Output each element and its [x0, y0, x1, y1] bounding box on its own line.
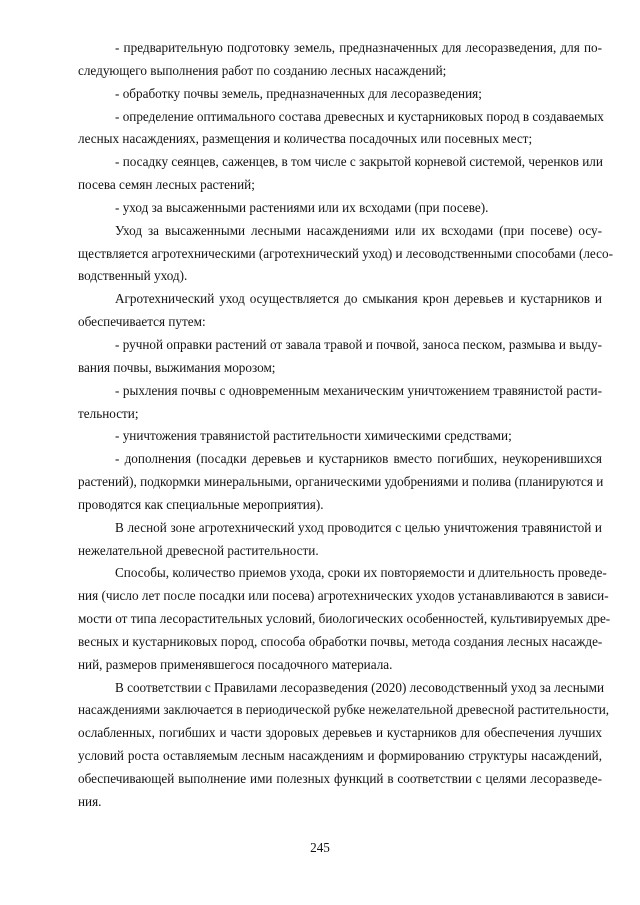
page-number: 245 — [310, 840, 330, 855]
document-body — [78, 37, 613, 814]
list-item-planting — [78, 151, 602, 197]
text-line: В лесной зоне агротехнический уход проводится с целью уничтожения травянистой и — [115, 519, 602, 535]
text-line: Способы, количество приемов ухода, сроки их повторяемости и длительность проведе- — [115, 565, 607, 581]
text-line: весных и кустарниковых пород, способа обработки почвы, метода создания лесных насажде- — [78, 633, 603, 649]
text-line: условий роста оставляемым лесным насаждениям и формированию структуры насаждений, — [78, 748, 602, 764]
text-line: ослабленных, погибших и части здоровых деревьев и кустарников для обеспечения лучших — [78, 725, 602, 741]
text-line: тельности; — [78, 405, 139, 421]
text-line: мости от типа лесорастительных условий, биологических особенностей, культивируемых дре- — [78, 611, 611, 627]
text-line: - определение оптимального состава древесных и кустарниковых пород в создаваемых — [115, 108, 604, 124]
list-item-soil-preparation — [78, 37, 602, 83]
text-line: - уход за высаженными растениями или их всходами (при посеве). — [115, 199, 489, 215]
list-item-supplementing — [78, 448, 602, 517]
text-line: ния (число лет после посадки или посева) агротехнических уходов устанавливаются в зависи- — [78, 588, 609, 604]
text-line: нежелательной древесной растительности. — [78, 542, 319, 558]
text-line: ществляется агротехническими (агротехнический уход) и лесоводственными способами (лесо- — [78, 245, 613, 261]
text-line: ний, размеров применявшегося посадочного материала. — [78, 656, 393, 672]
paragraph-care-schedule — [78, 562, 611, 676]
text-line: - посадку сеянцев, саженцев, в том числе с закрытой корневой системой, черенков или — [115, 154, 603, 170]
list-item-species-composition — [78, 106, 602, 152]
text-line: посева семян лесных растений; — [78, 177, 255, 193]
paragraph-care-methods — [78, 220, 613, 289]
text-line: - предварительную подготовку земель, предназначенных для лесоразведения, для по- — [115, 40, 602, 55]
text-line: лесных насаждениях, размещения и количества посадочных или посевных мест; — [78, 131, 533, 147]
text-line: проводятся как специальные мероприятия). — [78, 496, 324, 512]
text-line: Уход за высаженными лесными насаждениями или их всходами (при посеве) осу- — [115, 222, 602, 238]
text-line: водственный уход). — [78, 268, 188, 284]
text-line: - ручной оправки растений от завала травой и почвой, заноса песком, размыва и выду- — [115, 336, 602, 352]
text-line: - рыхления почвы с одновременным механическим уничтожением травянистой расти- — [115, 382, 602, 398]
paragraph-silvicultural-care — [78, 677, 610, 814]
text-line: вания почвы, выжимания морозом; — [78, 359, 276, 375]
paragraph-agrotechnical-care — [78, 288, 602, 334]
text-line: растений), подкормки минеральными, органическими удобрениями и полива (планируются и — [78, 474, 604, 490]
paragraph-forest-zone — [78, 517, 602, 563]
list-item-manual-straightening — [78, 334, 602, 380]
text-line: Агротехнический уход осуществляется до смыкания крон деревьев и кустарников и — [115, 291, 602, 307]
text-line: ния. — [78, 793, 102, 809]
text-line: обеспечивается путем: — [78, 314, 206, 330]
text-line: следующего выполнения работ по созданию лесных насаждений; — [78, 62, 447, 78]
list-item-loosening — [78, 380, 602, 426]
list-item-care — [78, 197, 602, 220]
text-line: - дополнения (посадки деревьев и кустарников вместо погибших, неукоренившихся — [115, 451, 602, 467]
text-line: В соответствии с Правилами лесоразведения (2020) лесоводственный уход за лесными — [115, 679, 605, 695]
text-line: насаждениями заключается в периодической рубке нежелательной древесной растительности, — [78, 702, 610, 718]
text-line: обеспечивающей выполнение ими полезных функций в соответствии с целями лесоразведе- — [78, 771, 602, 786]
list-item-soil-treatment — [78, 83, 602, 106]
text-line: - уничтожения травянистой растительности химическими средствами; — [115, 428, 512, 444]
text-line: - обработку почвы земель, предназначенных для лесоразведения; — [115, 85, 482, 101]
list-item-chemical-control — [78, 425, 602, 448]
